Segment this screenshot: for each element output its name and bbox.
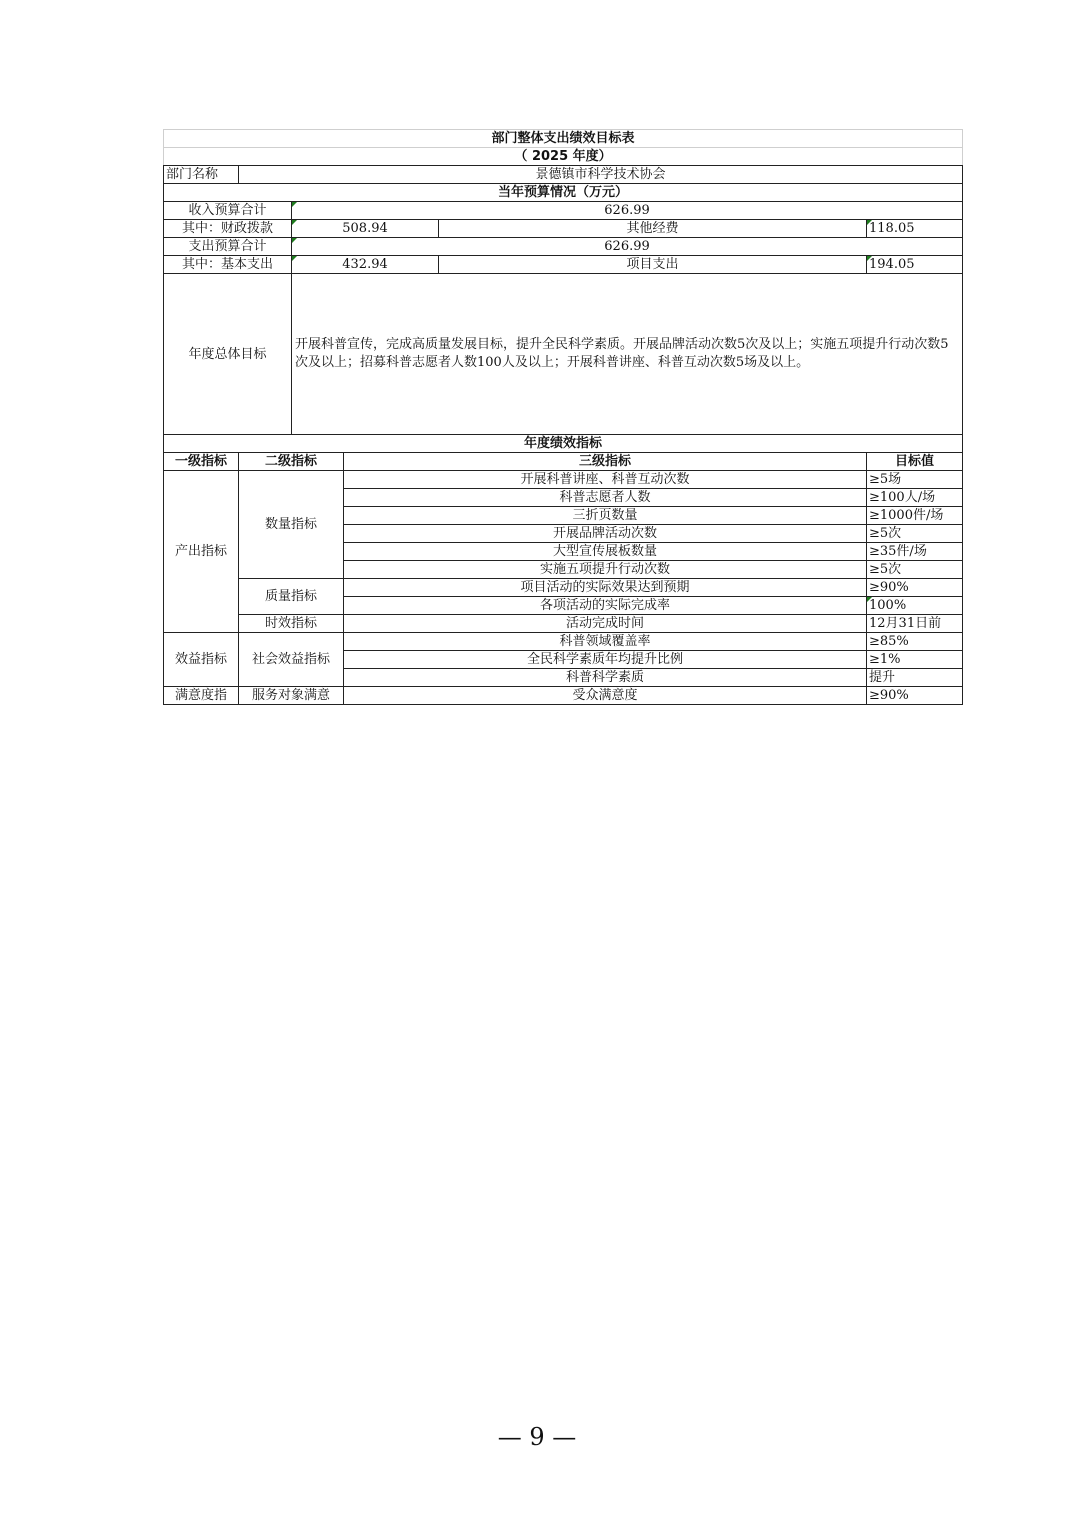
group-service: 服务对象满意 — [239, 687, 344, 705]
indicator-name: 受众满意度 — [344, 687, 867, 705]
income-total-label: 收入预算合计 — [164, 202, 292, 220]
dept-label: 部门名称 — [164, 166, 239, 184]
indicator-name: 开展科普讲座、科普互动次数 — [344, 471, 867, 489]
page-number: — 9 — — [497, 1423, 577, 1451]
basic-value: 432.94 — [292, 256, 439, 274]
indicator-target: 12月31日前 — [867, 615, 963, 633]
group-benefit: 效益指标 — [164, 633, 239, 687]
indicator-name: 科普志愿者人数 — [344, 489, 867, 507]
goal-label: 年度总体目标 — [164, 274, 292, 435]
indicator-target: ≥85% — [867, 633, 963, 651]
indicator-name: 科普领域覆盖率 — [344, 633, 867, 651]
indicator-target: ≥90% — [867, 687, 963, 705]
indicators-header: 年度绩效指标 — [164, 435, 963, 453]
indicator-target: ≥1% — [867, 651, 963, 669]
other-value: 118.05 — [867, 220, 963, 238]
fiscal-label: 其中：财政拨款 — [164, 220, 292, 238]
indicator-name: 项目活动的实际效果达到预期 — [344, 579, 867, 597]
group-satisfaction: 满意度指 — [164, 687, 239, 705]
indicator-target: ≥5次 — [867, 525, 963, 543]
indicator-target: ≥90% — [867, 579, 963, 597]
goal-text: 开展科普宣传，完成高质量发展目标，提升全民科学素质。开展品牌活动次数5次及以上；实施五项提升行动次数5次及以上；招募科普志愿者人数100人及以上；开展科普讲座、科普互动次数5场及以上。 — [292, 274, 963, 435]
project-label: 项目支出 — [439, 256, 867, 274]
group-output: 产出指标 — [164, 471, 239, 633]
indicator-target: ≥35件/场 — [867, 543, 963, 561]
col-level1: 一级指标 — [164, 453, 239, 471]
indicator-name: 科普科学素质 — [344, 669, 867, 687]
group-quantity: 数量指标 — [239, 471, 344, 579]
dept-name: 景德镇市科学技术协会 — [239, 166, 963, 184]
indicator-name: 大型宣传展板数量 — [344, 543, 867, 561]
expense-total-label: 支出预算合计 — [164, 238, 292, 256]
basic-label: 其中：基本支出 — [164, 256, 292, 274]
income-total-value: 626.99 — [292, 202, 963, 220]
indicator-target: ≥5场 — [867, 471, 963, 489]
col-target: 目标值 — [867, 453, 963, 471]
indicator-target: 100% — [867, 597, 963, 615]
budget-header: 当年预算情况（万元） — [164, 184, 963, 202]
indicator-name: 活动完成时间 — [344, 615, 867, 633]
expense-total-value: 626.99 — [292, 238, 963, 256]
indicator-name: 实施五项提升行动次数 — [344, 561, 867, 579]
performance-target-table — [163, 129, 963, 705]
fiscal-value: 508.94 — [292, 220, 439, 238]
group-social: 社会效益指标 — [239, 633, 344, 687]
project-value: 194.05 — [867, 256, 963, 274]
indicator-target: ≥100人/场 — [867, 489, 963, 507]
group-timeliness: 时效指标 — [239, 615, 344, 633]
indicator-target: 提升 — [867, 669, 963, 687]
other-label: 其他经费 — [439, 220, 867, 238]
indicator-target: ≥1000件/场 — [867, 507, 963, 525]
group-quality: 质量指标 — [239, 579, 344, 615]
table-title: 部门整体支出绩效目标表 — [164, 130, 963, 148]
indicator-target: ≥5次 — [867, 561, 963, 579]
indicator-name: 三折页数量 — [344, 507, 867, 525]
indicator-name: 全民科学素质年均提升比例 — [344, 651, 867, 669]
indicator-name: 各项活动的实际完成率 — [344, 597, 867, 615]
table-year: （ 2025 年度） — [164, 148, 963, 166]
col-level3: 三级指标 — [344, 453, 867, 471]
indicator-name: 开展品牌活动次数 — [344, 525, 867, 543]
col-level2: 二级指标 — [239, 453, 344, 471]
